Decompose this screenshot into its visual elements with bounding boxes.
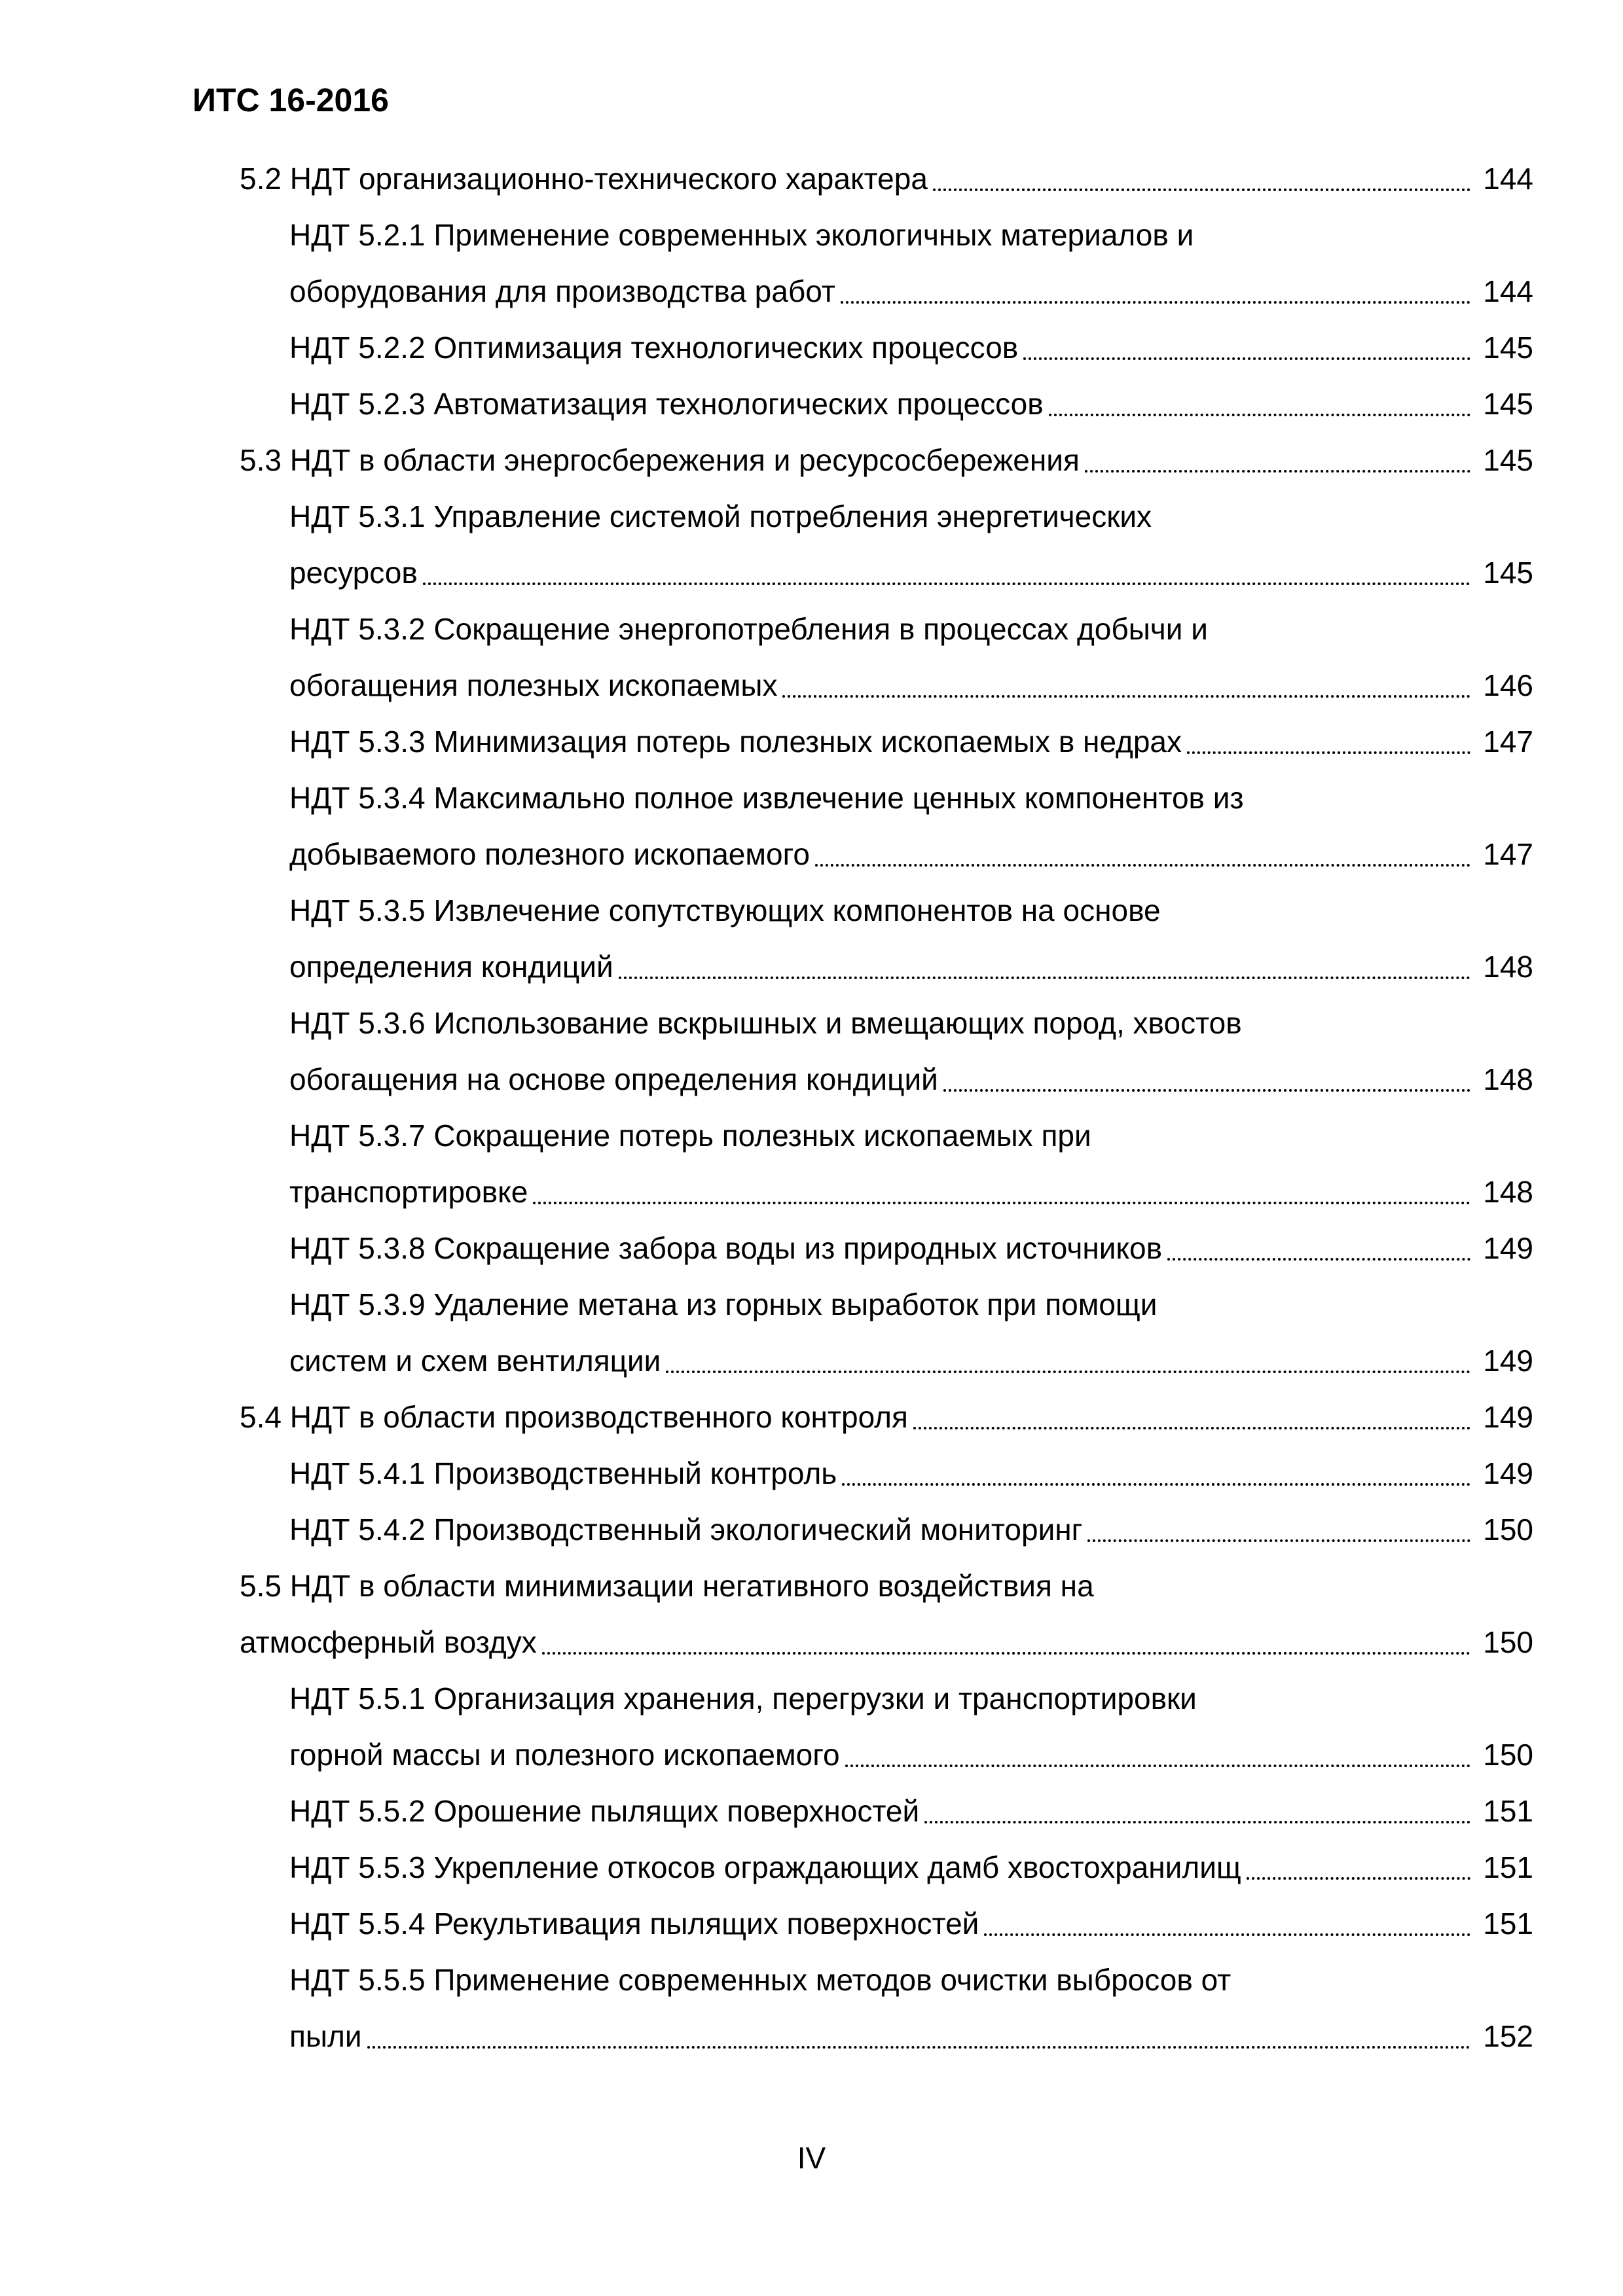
- toc-entry-5-5-5-cont[interactable]: [289, 2008, 1533, 2064]
- toc-entry-title: систем и схем вентиляции: [289, 1344, 661, 1378]
- dot-leader: [815, 864, 1470, 867]
- dot-leader: [943, 1089, 1470, 1092]
- toc-entry-title: НДТ 5.3.7 Сокращение потерь полезных ископаемых при: [289, 1119, 1091, 1153]
- toc-entry-title: НДТ 5.2.1 Применение современных экологичных материалов и: [289, 218, 1194, 252]
- dot-leader: [842, 1483, 1470, 1486]
- dot-leader: [913, 1427, 1470, 1429]
- toc-entry-5-5-4[interactable]: [289, 1895, 1533, 1952]
- toc-entry-title: пыли: [289, 2019, 362, 2053]
- dot-leader: [666, 1371, 1470, 1373]
- toc-entry-5-2-1[interactable]: [289, 207, 1533, 263]
- toc-entry-title: НДТ 5.5.2 Орошение пылящих поверхностей: [289, 1794, 920, 1828]
- toc-entry-page: 149: [1483, 1231, 1533, 1265]
- toc-entry-5-3-1[interactable]: [289, 488, 1533, 545]
- toc-entry-5-4[interactable]: [240, 1389, 1533, 1445]
- toc-entry-5-3-2-cont[interactable]: [289, 657, 1533, 713]
- toc-entry-page: 144: [1483, 274, 1533, 308]
- toc-entry-title: 5.5 НДТ в области минимизации негативного воздействия на: [240, 1569, 1094, 1603]
- document-code-header: ИТС 16-2016: [192, 82, 389, 118]
- toc-entry-5-4-1[interactable]: [289, 1445, 1533, 1501]
- toc-entry-title: определения кондиций: [289, 950, 613, 984]
- dot-leader: [1085, 470, 1470, 473]
- toc-entry-title: ресурсов: [289, 556, 418, 590]
- toc-entry-page: 149: [1483, 1456, 1533, 1490]
- page-number: IV: [797, 2141, 826, 2175]
- toc-entry-title: НДТ 5.5.5 Применение современных методов очистки выбросов от: [289, 1963, 1231, 1997]
- dot-leader: [924, 1821, 1470, 1823]
- toc-entry-title: НДТ 5.3.5 Извлечение сопутствующих компонентов на основе: [289, 893, 1161, 927]
- toc-entry-title: НДТ 5.3.8 Сокращение забора воды из природных источников: [289, 1231, 1163, 1265]
- toc-entry-title: НДТ 5.3.1 Управление системой потребления энергетических: [289, 499, 1152, 533]
- toc-entry-title: НДТ 5.3.4 Максимально полное извлечение ценных компонентов из: [289, 781, 1244, 815]
- dot-leader: [423, 583, 1470, 585]
- dot-leader: [1087, 1539, 1470, 1542]
- toc-entry-page: 149: [1483, 1400, 1533, 1434]
- toc-entry-page: 148: [1483, 1175, 1533, 1209]
- toc-entry-5-3-8[interactable]: [289, 1220, 1533, 1276]
- dot-leader: [933, 188, 1470, 191]
- toc-entry-title: НДТ 5.5.3 Укрепление откосов ограждающих дамб хвостохранилищ: [289, 1850, 1241, 1884]
- toc-entry-page: 145: [1483, 331, 1533, 365]
- dot-leader: [1049, 414, 1470, 416]
- toc-entry-page: 145: [1483, 556, 1533, 590]
- toc-entry-title: НДТ 5.4.2 Производственный экологический мониторинг: [289, 1513, 1083, 1547]
- toc-entry-5-3-4[interactable]: [289, 770, 1533, 826]
- toc-entry-title: 5.2 НДТ организационно-технического характера: [240, 162, 928, 196]
- toc-entry-5-5-1-cont[interactable]: [289, 1727, 1533, 1783]
- toc-entry-title: НДТ 5.5.1 Организация хранения, перегрузки и транспортировки: [289, 1681, 1197, 1715]
- toc-entry-title: 5.3 НДТ в области энергосбережения и ресурсосбережения: [240, 443, 1080, 477]
- toc-entry-page: 146: [1483, 668, 1533, 702]
- toc-entry-title: атмосферный воздух: [240, 1625, 537, 1659]
- toc-entry-title: НДТ 5.5.4 Рекультивация пылящих поверхностей: [289, 1907, 979, 1941]
- toc-entry-5-3-6[interactable]: [289, 995, 1533, 1051]
- toc-entry-page: 149: [1483, 1344, 1533, 1378]
- dot-leader: [984, 1933, 1470, 1936]
- toc-entry-title: НДТ 5.4.1 Производственный контроль: [289, 1456, 837, 1490]
- toc-entry-5-2-1-cont[interactable]: [289, 263, 1533, 319]
- toc-entry-5-3-2[interactable]: [289, 601, 1533, 657]
- dot-leader: [1247, 1877, 1470, 1880]
- toc-entry-5-3-9-cont[interactable]: [289, 1333, 1533, 1389]
- toc-entry-page: 147: [1483, 725, 1533, 759]
- toc-entry-page: 145: [1483, 387, 1533, 421]
- toc-entry-5-4-2[interactable]: [289, 1501, 1533, 1558]
- toc-entry-title: транспортировке: [289, 1175, 528, 1209]
- toc-entry-page: 150: [1483, 1625, 1533, 1659]
- toc-entry-page: 147: [1483, 837, 1533, 871]
- toc-entry-title: НДТ 5.3.9 Удаление метана из горных выработок при помощи: [289, 1287, 1158, 1321]
- toc-entry-5-5-2[interactable]: [289, 1783, 1533, 1839]
- toc-entry-title: НДТ 5.3.3 Минимизация потерь полезных ископаемых в недрах: [289, 725, 1182, 759]
- toc-entry-5-5[interactable]: [240, 1558, 1533, 1614]
- toc-entry-page: 151: [1483, 1850, 1533, 1884]
- toc-entry-title: НДТ 5.2.3 Автоматизация технологических процессов: [289, 387, 1044, 421]
- toc-entry-5-3-5-cont[interactable]: [289, 939, 1533, 995]
- toc-entry-5-3-7-cont[interactable]: [289, 1164, 1533, 1220]
- toc-entry-page: 148: [1483, 950, 1533, 984]
- dot-leader: [841, 301, 1470, 304]
- toc-entry-title: НДТ 5.3.6 Использование вскрышных и вмещающих пород, хвостов: [289, 1006, 1242, 1040]
- toc-entry-5-5-3[interactable]: [289, 1839, 1533, 1895]
- dot-leader: [1023, 357, 1470, 360]
- toc-entry-title: НДТ 5.2.2 Оптимизация технологических процессов: [289, 331, 1019, 365]
- toc-entry-page: 151: [1483, 1907, 1533, 1941]
- toc-entry-title: 5.4 НДТ в области производственного контроля: [240, 1400, 908, 1434]
- toc-entry-5-2[interactable]: [240, 151, 1533, 207]
- toc-entry-5-3-4-cont[interactable]: [289, 826, 1533, 882]
- dot-leader: [367, 2046, 1470, 2049]
- toc-entry-5-3-9[interactable]: [289, 1276, 1533, 1333]
- toc-entry-title: горной массы и полезного ископаемого: [289, 1738, 840, 1772]
- toc-entry-page: 145: [1483, 443, 1533, 477]
- toc-entry-5-5-5[interactable]: [289, 1952, 1533, 2008]
- dot-leader: [1167, 1258, 1470, 1261]
- toc-entry-5-3-7[interactable]: [289, 1107, 1533, 1164]
- toc-entry-5-2-3[interactable]: [289, 376, 1533, 432]
- toc-entry-5-3-1-cont[interactable]: [289, 545, 1533, 601]
- toc-entry-title: добываемого полезного ископаемого: [289, 837, 810, 871]
- toc-entry-title: оборудования для производства работ: [289, 274, 835, 308]
- toc-entry-page: 144: [1483, 162, 1533, 196]
- toc-entry-5-3-3[interactable]: [289, 713, 1533, 770]
- toc-entry-page: 151: [1483, 1794, 1533, 1828]
- toc-entry-5-5-cont[interactable]: [240, 1614, 1533, 1670]
- toc-entry-title: обогащения на основе определения кондиций: [289, 1062, 938, 1096]
- toc-entry-5-3-5[interactable]: [289, 882, 1533, 939]
- toc-entry-page: 152: [1483, 2019, 1533, 2053]
- dot-leader: [782, 695, 1470, 698]
- toc-entry-page: 150: [1483, 1513, 1533, 1547]
- toc-entry-5-5-1[interactable]: [289, 1670, 1533, 1727]
- toc-entry-page: 148: [1483, 1062, 1533, 1096]
- toc-entry-5-2-2[interactable]: [289, 319, 1533, 376]
- dot-leader: [845, 1765, 1470, 1767]
- toc-entry-title: обогащения полезных ископаемых: [289, 668, 778, 702]
- dot-leader: [1187, 751, 1470, 754]
- dot-leader: [533, 1202, 1470, 1204]
- toc-entry-page: 150: [1483, 1738, 1533, 1772]
- dot-leader: [619, 977, 1470, 979]
- toc-entry-title: НДТ 5.3.2 Сокращение энергопотребления в процессах добычи и: [289, 612, 1208, 646]
- toc-entry-5-3-6-cont[interactable]: [289, 1051, 1533, 1107]
- dot-leader: [542, 1652, 1470, 1655]
- toc-entry-5-3[interactable]: [240, 432, 1533, 488]
